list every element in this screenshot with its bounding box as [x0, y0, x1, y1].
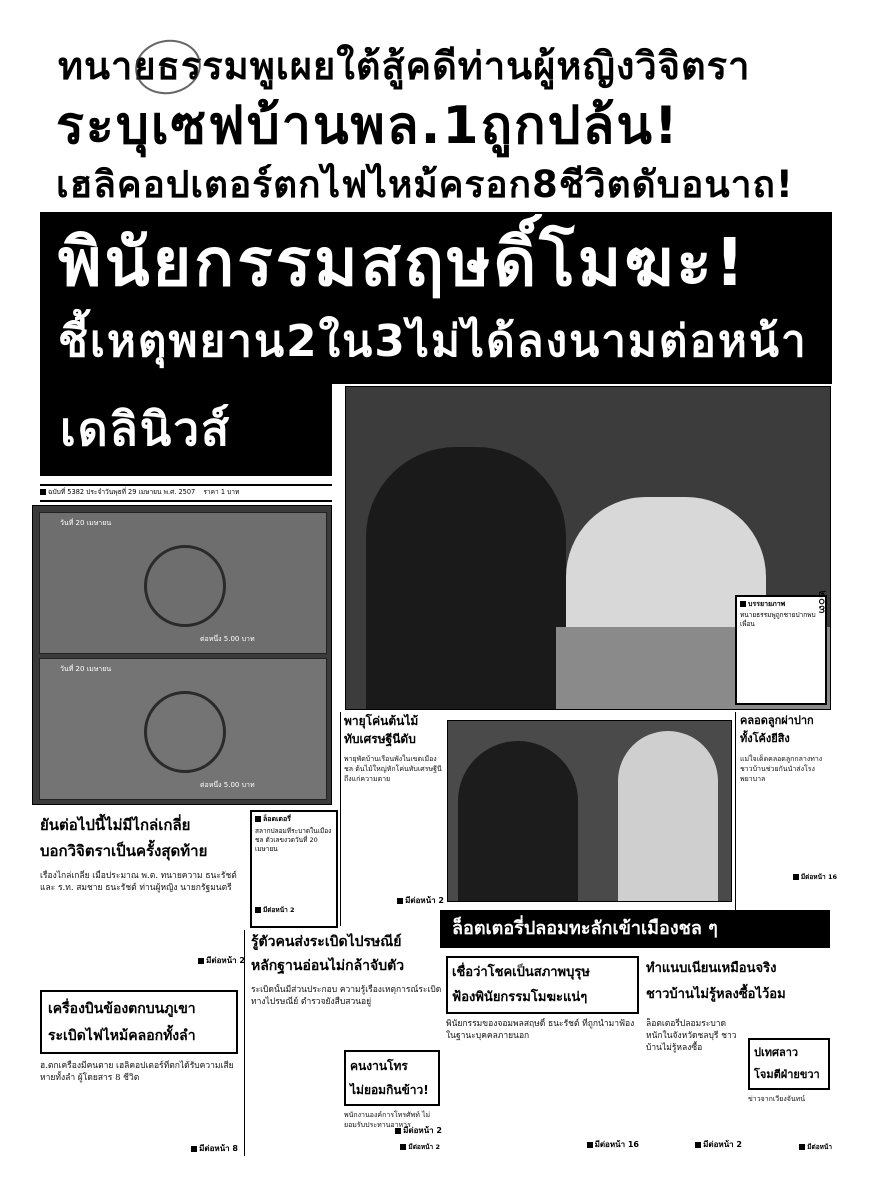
photo-caption-text: ทนายธรรมพูถูกชายปากพบเพื่อน [740, 611, 816, 628]
birth-story [735, 712, 837, 912]
ticket-1 [39, 512, 327, 654]
ticket-1-top-label: วันที่ 20 เมษายน [60, 519, 112, 527]
masthead-logo: เดลินิวส์ [60, 402, 232, 456]
bullet-icon [40, 489, 46, 495]
culprit-headline-1: รู้ตัวคนส่งระเบิดไปรษณีย์ [251, 934, 402, 950]
bullet-icon [793, 874, 799, 880]
fake-lottery-right-headline-2: ชาวบ้านไม่รู้หลงซื้อไว้อม [646, 987, 786, 1002]
mountain-headline-1: เครื่องบินข้องตกบนภูเขา [48, 1001, 196, 1017]
storm-continued: มีต่อหน้า 2 [344, 894, 444, 907]
lottery-caption-title: ล็อตเตอรี่ [255, 815, 333, 824]
bullet-icon [198, 958, 204, 964]
vichitra-headline-1: ยันต่อไปนี้ไม่มีไกล่เกลี่ย [40, 816, 191, 834]
birth-continued: มีต่อหน้า 16 [740, 872, 837, 882]
fake-lottery-right-headline-1: ทำแนบเนียนเหมือนจริง [646, 961, 777, 976]
photo-figure-left [366, 447, 566, 710]
birth-headline-2: ทั้งโค้งยีสิง [740, 732, 790, 745]
fake-lottery-left-headline-2: ฟ้องพินัยกรรมโมฆะแน่ๆ [452, 990, 588, 1005]
storm-body: พายุพัดบ้านเรือนพังในเขตเมืองชล ต้นไม้ใหญ่หักโค่นทับเศรษฐีนีถึงแก่ความตาย [344, 755, 442, 783]
fake-lottery-right-heads [646, 956, 832, 1014]
lottery-caption-text: สลากปลอมที่ระบาดในเมืองชล ตัวเลขงวดวันที่ 20 เมษายน [255, 827, 332, 853]
phone-continued: มีต่อหน้า 2 [344, 1142, 440, 1152]
headline-top-1: ทนายธรรมพูเผยใต้สู้คดีท่านผู้หญิงวิจิตรา [58, 44, 751, 88]
bullet-icon [400, 1144, 406, 1150]
storm-headline-1: พายุโค่นต้นไม้ [344, 714, 419, 728]
fake-lottery-left-box [446, 956, 639, 1014]
issue-info-bar [40, 484, 332, 502]
fake-lottery-right-body: ล็อตเตอรี่ปลอมระบาดหนักในจังหวัดชลบุรี ชาวบ้านไม่รู้หลงซื้อ [646, 1019, 737, 1053]
main-subheadline: ชี้เหตุพยาน2ใน3ไม่ได้ลงนามต่อหน้า [58, 316, 808, 367]
bullet-icon [397, 898, 403, 904]
issue-info: ฉบับที่ 5382 ประจำวันพุธที่ 29 เมษายน พ.ศ. 2507 [48, 488, 196, 496]
headline-top-2: ระบุเซฟบ้านพล.1ถูกปล้น! [56, 96, 680, 156]
ticket-2-bottom-label: ต่อหนึ่ง 5.00 บาท [200, 781, 255, 789]
culprit-body: ระเบิดนั้นมีส่วนประกอบ ความรู้เรื่องเหตุการณ์ระเบิดทางไปรษณีย์ ตำรวจยังสืบสวนอยู่ [251, 985, 442, 1007]
bullet-icon [587, 1142, 593, 1148]
headline-top-3: เฮลิคอปเตอร์ตกไฟไหม้ครอก8ชีวิตดับอนาถ! [56, 163, 794, 206]
vichitra-body: เรื่องไกล่เกลี่ย เมื่อประมาณ พ.ต. ทนายความ ธนะรัชต์ และ ร.ท. สมชาย ธนะรัชต์ ท่านผู้หญิง นายกรัฐมนตรี [40, 871, 237, 893]
bullet-icon [799, 1144, 805, 1150]
fake-lottery-right-body-col [646, 1018, 742, 1158]
side-handwritten-note: ๒๐๓ [816, 590, 830, 614]
mountain-continued: มีต่อหน้า 8 [40, 1142, 238, 1155]
phone-headline-box [344, 1050, 440, 1106]
phone-story-body [344, 1110, 440, 1158]
fake-lottery-banner-text: ล็อตเตอรี่ปลอมทะลักเข้าเมืองชล ๆ [452, 918, 718, 939]
mountain-story-body [40, 1060, 238, 1158]
ticket-2 [39, 658, 327, 800]
garuda-emblem-icon [144, 691, 226, 773]
bullet-icon [695, 1142, 701, 1148]
bullet-icon [255, 907, 261, 913]
bullet-icon [255, 816, 261, 822]
main-headline-banner [40, 212, 832, 384]
storm-story [340, 712, 444, 926]
fake-lottery-left-headline-1: เชื่อว่าโชคเป็นสภาพบุรุษ [452, 965, 590, 980]
garuda-emblem-icon [144, 545, 226, 627]
price: ราคา 1 บาท [203, 488, 240, 496]
main-headline: พินัยกรรมสฤษดิ์โมฆะ! [58, 224, 748, 301]
birth-headline-1: คลอดลูกผ่าปาก [740, 714, 814, 727]
masthead-box [40, 384, 332, 476]
laos-headline-1: ปเทศลาว [754, 1046, 799, 1059]
phone-headline-2: ไม่ยอมกินข้าว! [350, 1083, 429, 1097]
mountain-body: ฮ.ตกเครื่องมีคนตาย เฮลิคอปเตอร์ที่ตกได้รับความเสียหายทั้งลำ ผู้โดยสาร 8 ชีวิต [40, 1061, 234, 1083]
photo2-figure-left [458, 741, 578, 902]
laos-body: ข่าวจากเวียงจันทน์ [748, 1095, 806, 1103]
lottery-tickets-photo [32, 505, 332, 805]
laos-headline-box [748, 1038, 830, 1090]
phone-headline-1: คนงานโทร [350, 1059, 408, 1073]
storm-headline-2: ทับเศรษฐีนีดับ [344, 732, 416, 746]
fake-lottery-banner [440, 910, 830, 948]
lottery-caption-box [250, 810, 338, 928]
laos-story-body [748, 1094, 832, 1158]
mountain-headline-2: ระเบิดไฟไหม้คลอกทั้งลำ [48, 1028, 196, 1044]
culprit-headline-2: หลักฐานอ่อนไม่กล้าจับตัว [251, 958, 405, 974]
fake-lottery-right-continued: มีต่อหน้า 2 [646, 1138, 742, 1151]
vichitra-story [40, 812, 245, 984]
fake-lottery-left-body-col [446, 1018, 639, 1158]
lottery-caption-continued: มีต่อหน้า 2 [255, 905, 333, 915]
photo-caption-title: บรรยายภาพ [740, 600, 822, 609]
photo2-figure-right [618, 731, 718, 902]
laos-continued: มีต่อหน้า [748, 1142, 832, 1152]
vichitra-headline-2: บอกวิจิตราเป็นครั้งสุดท้าย [40, 842, 208, 860]
bullet-icon [191, 1146, 197, 1152]
fake-lottery-left-continued: มีต่อหน้า 16 [446, 1138, 639, 1151]
birth-body: แม่ใจเด็ดคลอดลูกกลางทาง ชาวบ้านช่วยกันนำส่งโรงพยาบาล [740, 755, 823, 783]
culprit-continued: มีต่อหน้า 2 [251, 1124, 442, 1137]
laos-headline-2: โจมตีฝ่ายขวา [754, 1068, 820, 1081]
secondary-photo [447, 720, 732, 902]
ticket-1-bottom-label: ต่อหนึ่ง 5.00 บาท [200, 635, 255, 643]
bullet-icon [740, 601, 746, 607]
vichitra-continued: มีต่อหน้า 2 [40, 954, 245, 967]
phone-body: พนักงานองค์การโทรศัพท์ ไม่ยอมรับประทานอาหาร [344, 1111, 431, 1129]
mountain-headline-box [40, 990, 238, 1054]
ticket-2-top-label: วันที่ 20 เมษายน [60, 665, 112, 673]
fake-lottery-left-body: พินัยกรรมของจอมพลสฤษดิ์ ธนะรัชต์ ที่ถูกนำมาฟ้อง ในฐานะบุคคลภายนอก [446, 1019, 635, 1041]
